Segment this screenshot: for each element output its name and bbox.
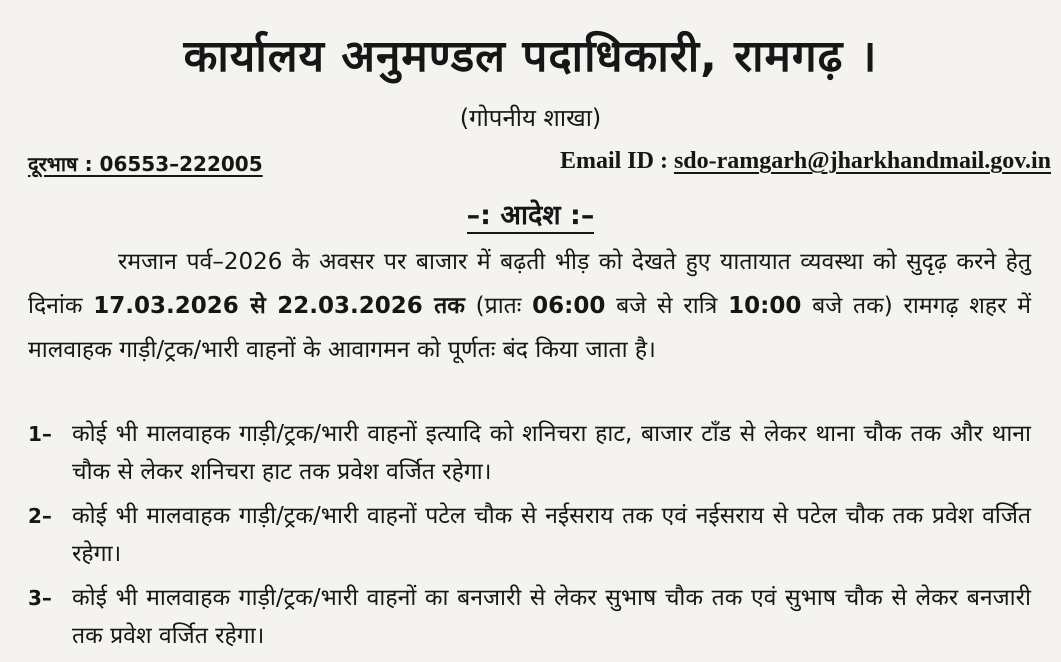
- para-text-1: रमजान पर्व–2026 के अवसर पर बाजार में बढ़ती भीड़ को देखते हुए यातायात व्यवस्था को सुदृढ़ करने हेतु दिनांक: [28, 249, 1031, 319]
- phone-info: [28, 150, 263, 177]
- start-time: 06:00: [532, 293, 606, 319]
- item-text: कोई भी मालवाहक गाड़ी/ट्रक/भारी वाहनों इत्यादि को शनिचरा हाट, बाजार टाँड से लेकर थाना चौक तक और थाना चौक से लेकर शनिचरा हाट तक प्रवेश वर्जित रहेगा।: [72, 421, 1031, 485]
- phone-label: दूरभाष: [28, 152, 78, 176]
- contact-row: [28, 148, 1051, 184]
- end-time: 10:00: [728, 293, 802, 319]
- list-item: [28, 415, 1031, 491]
- item-number: 3–: [28, 586, 52, 610]
- para-text-3: बजे से रात्रि: [605, 293, 729, 319]
- list-item: [28, 579, 1031, 655]
- phone-number: 06553–222005: [99, 152, 263, 176]
- para-text-2: (प्रातः: [464, 293, 533, 319]
- office-title: कार्यालय अनुमण्डल पदाधिकारी, रामगढ़ ।: [183, 31, 878, 82]
- email-info: [560, 148, 1051, 175]
- list-item: [28, 497, 1031, 573]
- order-heading: [0, 196, 1061, 236]
- order-items-list: [28, 415, 1031, 655]
- item-number: 1–: [28, 422, 52, 446]
- date-range: 17.03.2026 से 22.03.2026 तक: [93, 293, 465, 319]
- item-text: कोई भी मालवाहक गाड़ी/ट्रक/भारी वाहनों पटेल चौक से नईसराय तक एवं नईसराय से पटेल चौक तक प्रवेश वर्जित रहेगा।: [72, 503, 1031, 567]
- email-address: sdo-ramgarh@jharkhandmail.gov.in: [673, 148, 1051, 174]
- section-subtitle: (गोपनीय शाखा): [459, 104, 602, 132]
- para-text-4: बजे तक) रामगढ़ शहर में मालवाहक गाड़ी/ट्रक/भारी वाहनों के आवागमन को पूर्णतः बंद किया जाता है।: [28, 293, 1031, 363]
- email-label: Email ID :: [559, 148, 674, 174]
- phone-separator: :: [77, 152, 100, 176]
- order-heading-text: –: आदेश :–: [467, 200, 595, 234]
- item-text: कोई भी मालवाहक गाड़ी/ट्रक/भारी वाहनों का बनजारी से लेकर सुभाष चौक तक एवं सुभाष चौक से लेकर बनजारी तक प्रवेश वर्जित रहेगा।: [72, 585, 1031, 649]
- order-paragraph: [28, 240, 1031, 372]
- item-number: 2–: [28, 504, 52, 528]
